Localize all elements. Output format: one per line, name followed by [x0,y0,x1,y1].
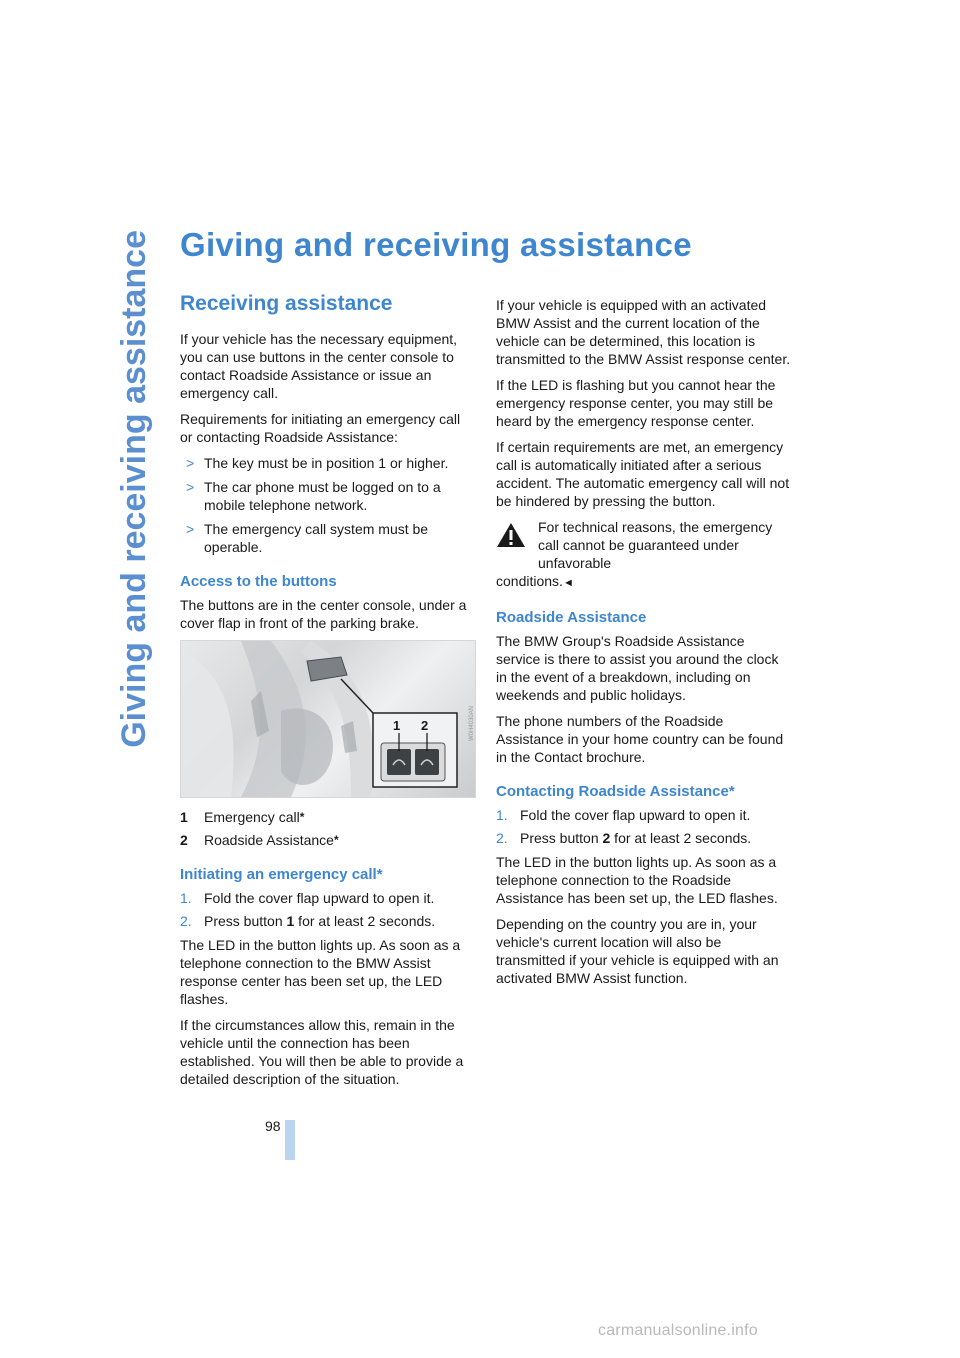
intro-paragraph: If your vehicle has the necessary equipment, you can use buttons in the center console to contact Roadside Assistance or issue an emergency call. [180,331,458,401]
subheading-roadside: Roadside Assistance [496,609,647,626]
warning-note [496,518,791,592]
assist-paragraph-2: If the LED is flashing but you cannot hear the emergency response center, you may still be heard by the emergency response center. [496,377,776,429]
side-tab [112,230,156,750]
requirements-intro: Requirements for initiating an emergency call or contacting Roadside Assistance: [180,411,461,445]
list-item: > The key must be in position 1 or higher. [186,455,449,471]
left-column [180,290,475,1096]
page-title: Giving and receiving assistance [180,226,692,263]
legend-item: 1 Emergency call* [180,809,305,825]
list-item: 2. Press button 1 for at least 2 seconds. [180,913,436,929]
subheading-emergency: Initiating an emergency call* [180,866,383,883]
list-item: 1. Fold the cover flap upward to open it. [180,890,435,906]
list-item: > The car phone must be logged on to a mobile telephone network. [186,479,441,513]
list-item: 2. Press button 2 for at least 2 seconds. [496,830,752,846]
right-column [496,296,791,995]
emergency-paragraph-1: The LED in the button lights up. As soon as a telephone connection to the BMW Assist response center has been set up, the LED flashes. [180,937,461,1007]
subheading-contacting: Contacting Roadside Assistance* [496,783,735,800]
contact-paragraph-2: Depending on the country you are in, your vehicle's current location will also be transmitted if your vehicle is equipped with an activated BMW Assist function. [496,916,779,986]
image-code: W0H4030AN [469,705,475,741]
assist-paragraph-3: If certain requirements are met, an emergency call is automatically initiated after a serious accident. The automatic emergency call will not be hindered by pressing the button. [496,439,790,509]
list-item: > The emergency call system must be operable. [186,521,429,555]
contact-steps [496,806,791,847]
emergency-steps [180,889,475,930]
image-label-2: 2 [421,718,429,733]
section-heading-receiving: Receiving assistance [180,292,393,315]
contact-paragraph-1: The LED in the button lights up. As soon as a telephone connection to the Roadside Assistance has been set up, the LED flashes. [496,854,778,906]
asterisk-mark: * [299,810,305,824]
bullet-marker: > [186,479,195,495]
image-label-1: 1 [393,718,401,733]
requirements-list [180,454,475,556]
asterisk-mark: * [333,833,339,847]
warning-icon [496,522,526,548]
list-item: 1. Fold the cover flap upward to open it. [496,807,751,823]
end-mark: ◄ [562,577,574,589]
assist-paragraph-1: If your vehicle is equipped with an activated BMW Assist and the current location of the vehicle can be determined, this location is transmitted to the BMW Assist response center. [496,297,791,367]
roadside-paragraph-2: The phone numbers of the Roadside Assistance in your home country can be found in the Contact brochure. [496,713,784,765]
warning-text-rest: conditions.◄ [496,573,574,589]
legend-item: 2 Roadside Assistance* [180,832,339,848]
warning-text: For technical reasons, the emergency call cannot be guaranteed under unfavorable [538,519,773,571]
subheading-access: Access to the buttons [180,573,337,590]
watermark: carmanualsonline.info [598,1322,758,1339]
roadside-paragraph-1: The BMW Group's Roadside Assistance service is there to assist you around the clock in the event of a breakdown, including on weekends and public holidays. [496,633,779,703]
legend-list [180,808,475,849]
bullet-marker: > [186,455,195,471]
access-paragraph: The buttons are in the center console, under a cover flap in front of the parking brake. [180,597,467,631]
side-tab-text: Giving and receiving assistance [114,230,153,748]
center-console-photo [180,640,476,798]
page-number-bar [285,1120,295,1160]
emergency-paragraph-2: If the circumstances allow this, remain in the vehicle until the connection has been established. You will then be able to provide a detailed description of the situation. [180,1017,464,1087]
bullet-marker: > [186,521,195,537]
page-number: 98 [265,1118,281,1134]
